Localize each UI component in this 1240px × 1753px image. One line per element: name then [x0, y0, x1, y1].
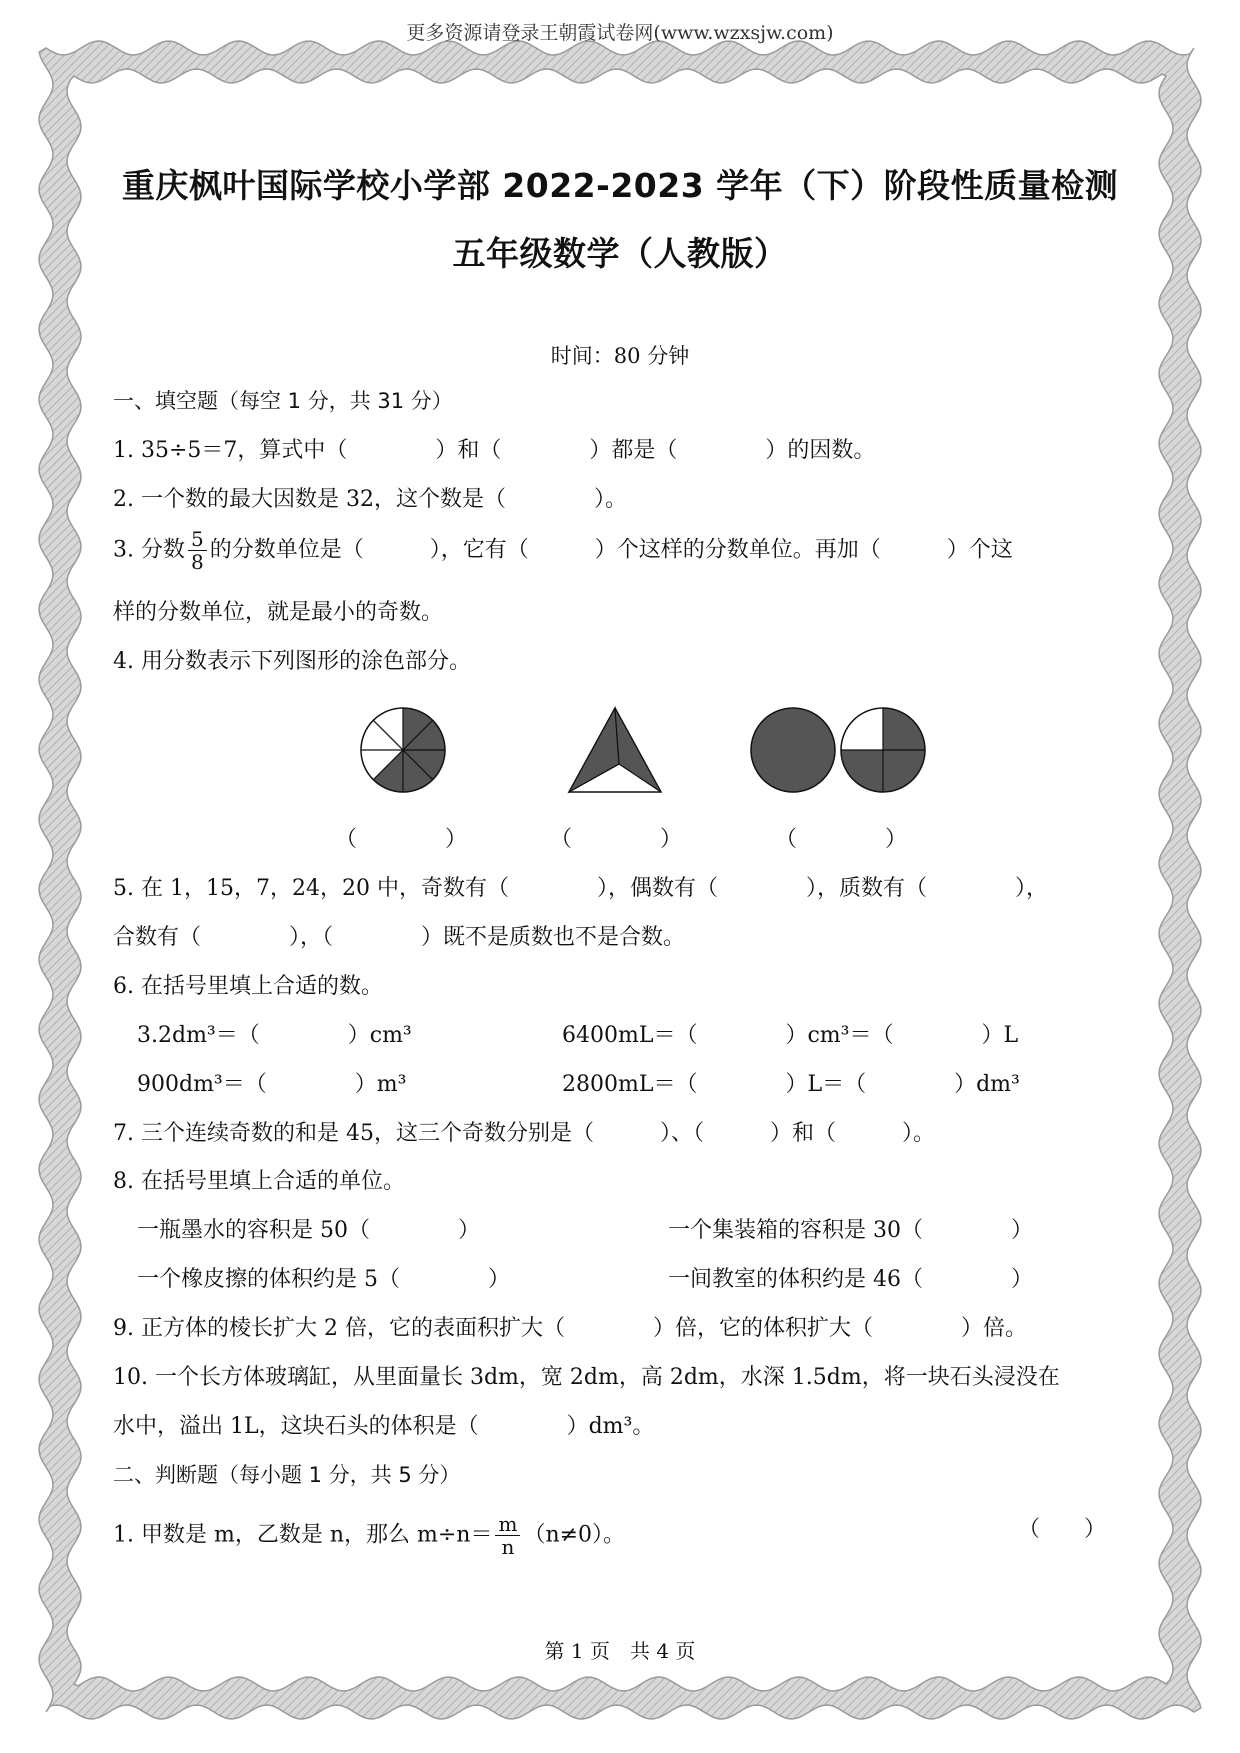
question-1-5-cont: 合数有（ ），（ ）既不是质数也不是合数。	[113, 925, 686, 950]
q8-row1-left: 一瓶墨水的容积是 50（ ）	[137, 1218, 480, 1243]
circle-eighths-figure	[361, 708, 445, 792]
q2-1-text-a: 1. 甲数是 m，乙数是 n，那么 m÷n＝	[113, 1522, 493, 1548]
question-1-10-cont: 水中，溢出 1L，这块石头的体积是（ ）dm³。	[113, 1414, 655, 1439]
q2-1-text-b: （n≠0）。	[523, 1522, 626, 1548]
question-1-3-cont: 样的分数单位，就是最小的奇数。	[113, 600, 444, 625]
q3-text-b: 的分数单位是（ ），它有（ ）个这样的分数单位。再加（ ）个这	[209, 537, 1013, 563]
q8-row2-left: 一个橡皮擦的体积约是 5（ ）	[137, 1267, 510, 1292]
question-1-10: 10. 一个长方体玻璃缸，从里面量长 3dm，宽 2dm，高 2dm，水深 1.5dm，将一块石头浸没在	[113, 1365, 1060, 1390]
fraction-m-over-n: $\frac{m}{n}$	[495, 1513, 520, 1558]
exam-title: 重庆枫叶国际学校小学部 2022-2023 学年（下）阶段性质量检测	[121, 166, 1119, 205]
site-banner: 更多资源请登录王朝霞试卷网(www.wzxsjw.com)	[406, 22, 834, 44]
time-limit: 时间：80 分钟	[550, 344, 690, 368]
q6-row2-left: 900dm³＝（ ）m³	[137, 1072, 407, 1097]
q8-row2-right: 一间教室的体积约是 46（ ）	[668, 1267, 1033, 1292]
exam-subtitle: 五年级数学（人教版）	[452, 234, 788, 273]
whole-and-quarters-figure	[751, 708, 925, 792]
question-1-5: 5. 在 1，15，7，24，20 中，奇数有（ ），偶数有（ ），质数有（ ），	[113, 876, 1048, 901]
q2-1-answer-blank[interactable]: （ ）	[1018, 1517, 1107, 1542]
q3-text-a: 3. 分数	[113, 537, 185, 563]
fraction-five-eighths: $\frac{5}{8}$	[188, 528, 207, 573]
question-1-3	[113, 528, 1013, 573]
question-2-1	[113, 1513, 625, 1558]
q6-row1-left: 3.2dm³＝（ ）cm³	[137, 1023, 412, 1048]
q8-row1-right: 一个集装箱的容积是 30（ ）	[668, 1218, 1033, 1243]
page-footer: 第 1 页 共 4 页	[544, 1639, 696, 1663]
q6-row1-right: 6400mL＝（ ）cm³＝（ ）L	[562, 1023, 1019, 1048]
q4-figures	[355, 700, 935, 800]
question-1-9: 9. 正方体的棱长扩大 2 倍，它的表面积扩大（ ）倍，它的体积扩大（ ）倍。	[113, 1316, 1027, 1341]
section-1-heading: 一、填空题（每空 1 分，共 31 分）	[113, 389, 453, 413]
q4-answer-blank-2[interactable]: （ ）	[550, 827, 683, 852]
question-1-2: 2. 一个数的最大因数是 32，这个数是（ ）。	[113, 487, 627, 512]
question-1-7: 7. 三个连续奇数的和是 45，这三个奇数分别是（ ）、（ ）和（ ）。	[113, 1121, 935, 1146]
question-1-8: 8. 在括号里填上合适的单位。	[113, 1169, 405, 1194]
question-1-4: 4. 用分数表示下列图形的涂色部分。	[113, 649, 471, 674]
q4-answer-blank-3[interactable]: （ ）	[775, 827, 908, 852]
section-2-heading: 二、判断题（每小题 1 分，共 5 分）	[113, 1463, 461, 1487]
q4-answer-blank-1[interactable]: （ ）	[335, 827, 468, 852]
triangle-thirds-figure	[569, 708, 661, 792]
q6-row2-right: 2800mL＝（ ）L＝（ ）dm³	[562, 1072, 1020, 1097]
question-1-1: 1. 35÷5＝7，算式中（ ）和（ ）都是（ ）的因数。	[113, 438, 876, 463]
question-1-6: 6. 在括号里填上合适的数。	[113, 974, 383, 999]
